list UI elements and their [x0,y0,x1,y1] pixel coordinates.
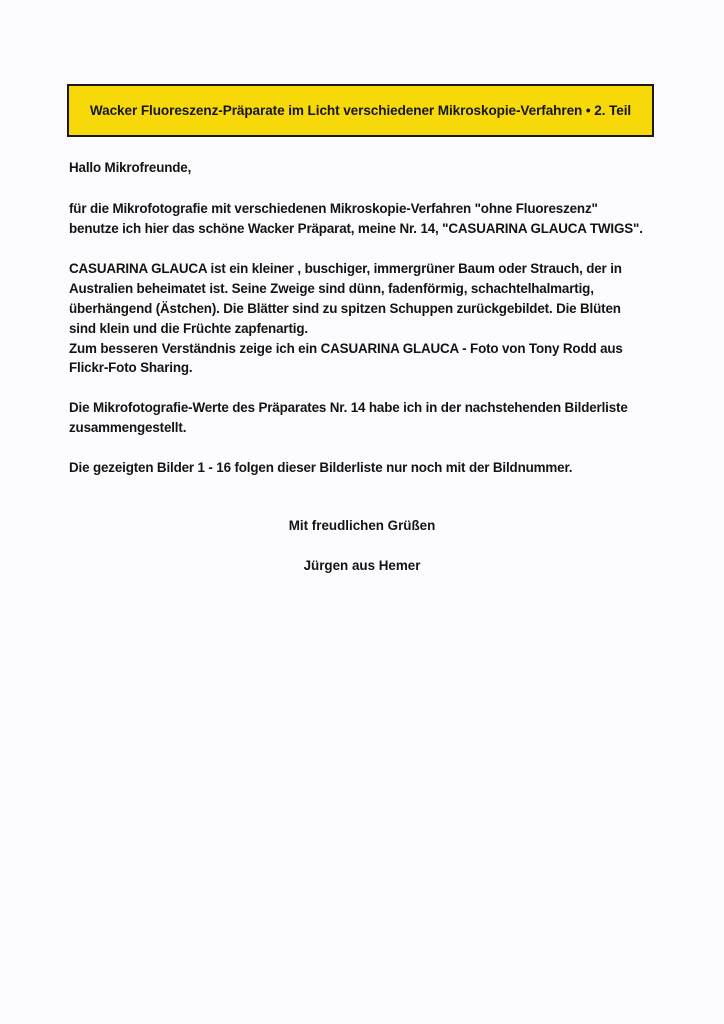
paragraph-2-line-3: überhängend (Ästchen). Die Blätter sind zu spitzen Schuppen zurückgebildet. Die Blüten [69,301,621,316]
closing: Mit freudlichen Grüßen [288,518,436,533]
paragraph-2-line-4: sind klein und die Früchte zapfenartig. [69,321,308,336]
paragraph-3-line-2: zusammengestellt. [69,420,187,435]
paragraph-2-line-2: Australien beheimatet ist. Seine Zweige sind dünn, fadenförmig, schachtelhalmartig, [69,281,594,296]
paragraph-1-line-1: für die Mikrofotografie mit verschiedenen Mikroskopie-Verfahren "ohne Fluoreszenz" [69,201,598,216]
paragraph-2-line-6: Flickr-Foto Sharing. [69,360,193,375]
paragraph-4: Die gezeigten Bilder 1 - 16 folgen dieser Bilderliste nur noch mit der Bildnummer. [69,460,573,475]
document-title: Wacker Fluoreszenz-Präparate im Licht verschiedener Mikroskopie-Verfahren • 2. Teil [89,103,632,118]
paragraph-2-line-1: CASUARINA GLAUCA ist ein kleiner , buschiger, immergrüner Baum oder Strauch, der in [69,261,622,276]
signature: Jürgen aus Hemer [303,558,421,573]
paragraph-1-line-2: benutze ich hier das schöne Wacker Präparat, meine Nr. 14, "CASUARINA GLAUCA TWIGS". [69,221,643,236]
paragraph-2-line-5: Zum besseren Verständnis zeige ich ein CASUARINA GLAUCA - Foto von Tony Rodd aus [69,341,623,356]
paragraph-3-line-1: Die Mikrofotografie-Werte des Präparates Nr. 14 habe ich in der nachstehenden Bilderliste [69,400,628,415]
title-banner [67,84,654,137]
greeting: Hallo Mikrofreunde, [69,160,192,175]
